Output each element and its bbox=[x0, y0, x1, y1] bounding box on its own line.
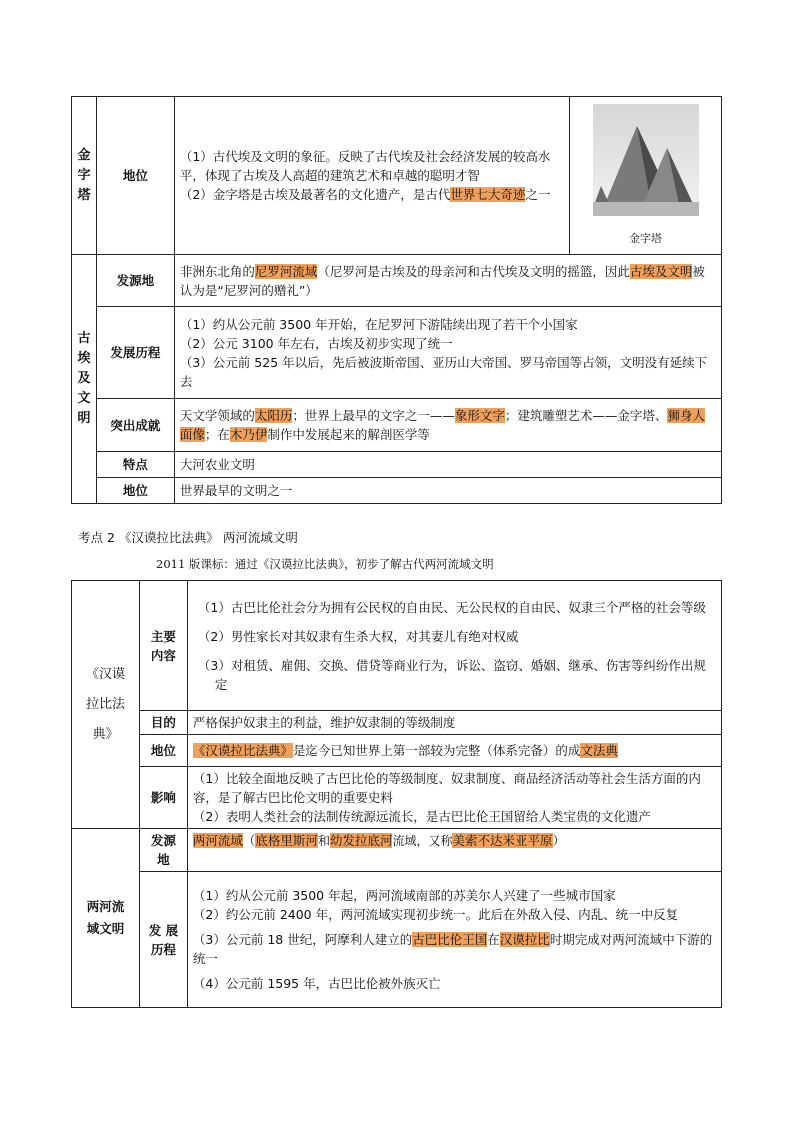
code-content: （1）古巴比伦社会分为拥有公民权的自由民、无公民权的自由民、奴隶三个严格的社会等级 （2）男性家长对其奴隶有生杀大权，对其妻儿有绝对权威 （3）对租赁、雇佣、交换、借贷等商业行为，诉讼、盗窃、婚姻、继承、伤害等纠纷作出规定 bbox=[187, 581, 721, 711]
code-content-label: 主要 内容 bbox=[139, 581, 187, 711]
egypt-history-row bbox=[72, 307, 722, 399]
code-influence-label: 影响 bbox=[139, 767, 187, 829]
egypt-header: 古 埃 及 文 明 bbox=[72, 255, 97, 504]
code-influence-row bbox=[72, 767, 722, 829]
section-title: 考点 2 《汉谟拉比法典》 两河流域文明 bbox=[78, 530, 298, 545]
curriculum-standard: 2011 版课标：通过《汉谟拉比法典》，初步了解古代两河流域文明 bbox=[156, 557, 494, 571]
pyramid-image-cell bbox=[570, 97, 722, 255]
egypt-achieve-content: 天文学领域的太阳历；世界上最早的文字之一——象形文字；建筑雕塑艺术——金字塔、狮身人面像；在木乃伊制作中发展起来的解剖医学等 bbox=[174, 399, 721, 452]
code-header: 《汉谟 拉比法 典》 bbox=[72, 581, 140, 829]
meso-history-row bbox=[72, 872, 722, 1008]
meso-origin-row bbox=[72, 829, 722, 872]
meso-origin: 两河流域（底格里斯河和幼发拉底河流域，又称美索不达米亚平原） bbox=[187, 829, 721, 872]
pyramid-photo-icon bbox=[593, 104, 699, 216]
egypt-history-content: （1）约从公元前 3500 年开始，在尼罗河下游陆续出现了若干个小国家 （2）公元 3100 年左右，古埃及初步实现了统一 （3）公元前 525 年以后，先后被波斯帝国、亚历山大帝国、罗马帝国等占领，文明没有延续下去 bbox=[174, 307, 721, 399]
egypt-origin-label: 发源地 bbox=[96, 255, 174, 307]
pyramid-status-label: 地位 bbox=[96, 97, 174, 255]
code-purpose: 严格保护奴隶主的利益，维护奴隶制的等级制度 bbox=[187, 711, 721, 735]
mesopotamia-table bbox=[71, 580, 722, 1008]
code-status-label: 地位 bbox=[139, 735, 187, 767]
code-purpose-label: 目的 bbox=[139, 711, 187, 735]
egypt-feature-content: 大河农业文明 bbox=[174, 452, 721, 478]
egypt-history-label: 发展历程 bbox=[96, 307, 174, 399]
code-influence: （1）比较全面地反映了古巴比伦的等级制度、奴隶制度、商品经济活动等社会生活方面的内容，是了解古巴比伦文明的重要史料 （2）表明人类社会的法制传统源远流长，是古巴比伦王国留给人类宝贵的文化遗产 bbox=[187, 767, 721, 829]
pyramid-status-content: （1）古代埃及文明的象征。反映了古代埃及社会经济发展的较高水平，体现了古埃及人高超的建筑艺术和卓越的聪明才智 （2）金字塔是古埃及最著名的文化遗产，是古代世界七大奇迹之一 bbox=[174, 97, 569, 255]
pyramid-header: 金 字 塔 bbox=[72, 97, 97, 255]
egypt-origin-content: 非洲东北角的尼罗河流域（尼罗河是古埃及的母亲河和古代埃及文明的摇篮，因此古埃及文明被认为是“尼罗河的赠礼”） bbox=[174, 255, 721, 307]
meso-origin-label: 发源 地 bbox=[139, 829, 187, 872]
egypt-feature-label: 特点 bbox=[96, 452, 174, 478]
egypt-feature-row bbox=[72, 452, 722, 478]
pyramid-caption: 金字塔 bbox=[629, 231, 663, 245]
egypt-achieve-row bbox=[72, 399, 722, 452]
egypt-achieve-label: 突出成就 bbox=[96, 399, 174, 452]
egypt-status-content: 世界最早的文明之一 bbox=[174, 478, 721, 504]
meso-history: （1）约从公元前 3500 年起，两河流域南部的苏美尔人兴建了一些城市国家 （2）约公元前 2400 年，两河流域实现初步统一。此后在外敌入侵、内乱、统一中反复 （3）公元前 18 世纪，阿摩利人建立的古巴比伦王国在汉谟拉比时期完成对两河流域中下游的统一 （4）公元前 1595 年，古巴比伦被外族灭亡 bbox=[187, 872, 721, 1008]
egypt-origin-row bbox=[72, 255, 722, 307]
pyramid-row bbox=[72, 97, 722, 255]
meso-header: 两河流 域文明 bbox=[72, 829, 140, 1008]
egypt-table bbox=[71, 96, 722, 504]
code-purpose-row bbox=[72, 711, 722, 735]
meso-history-label: 发 展 历程 bbox=[139, 872, 187, 1008]
code-status-row bbox=[72, 735, 722, 767]
egypt-status-row bbox=[72, 478, 722, 504]
code-content-row bbox=[72, 581, 722, 711]
egypt-status-label: 地位 bbox=[96, 478, 174, 504]
code-status: 《汉谟拉比法典》是迄今已知世界上第一部较为完整（体系完备）的成文法典 bbox=[187, 735, 721, 767]
